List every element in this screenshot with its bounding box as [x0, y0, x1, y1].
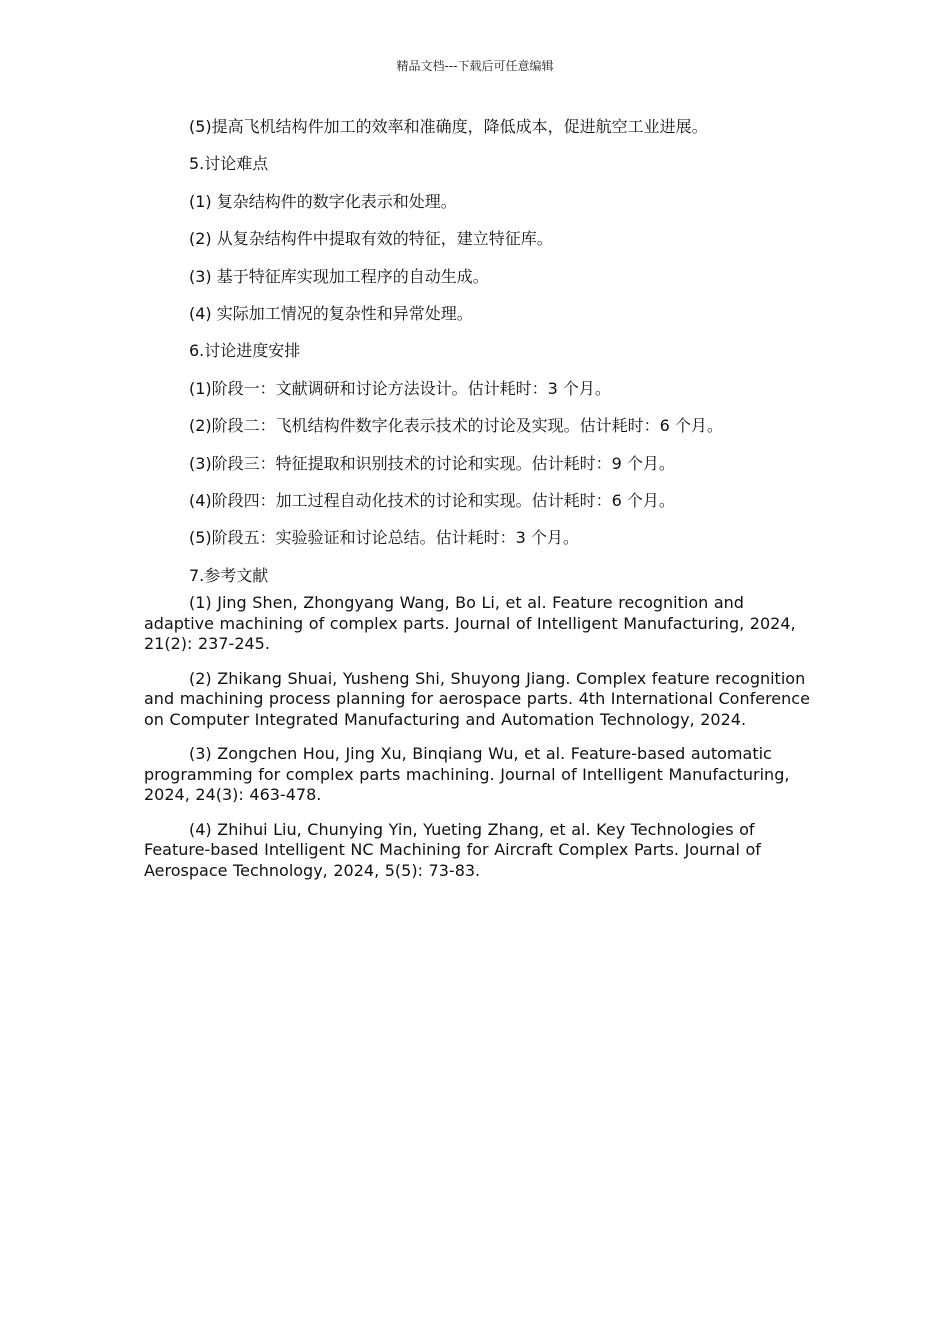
difficulty-item-3: (3) 基于特征库实现加工程序的自动生成。 — [189, 266, 489, 286]
section-heading-schedule: 6.讨论进度安排 — [189, 341, 301, 361]
reference-item-1: (1) Jing Shen, Zhongyang Wang, Bo Li, et al. Feature recognition and adaptive machining of complex parts. Journal of Intelligent Manufacturing, 2024, 21(2): 237-245. — [144, 593, 796, 654]
section-heading-difficulties: 5.讨论难点 — [189, 154, 269, 174]
difficulty-item-4: (4) 实际加工情况的复杂性和异常处理。 — [189, 303, 473, 323]
reference-item-2: (2) Zhikang Shuai, Yusheng Shi, Shuyong Jiang. Complex feature recognition and machining process planning for aerospace parts. 4th International Conference on Computer Integrated Manufacturing and Automation Technology, 2024. — [144, 668, 810, 729]
goal-item-5: (5)提高飞机结构件加工的效率和准确度，降低成本，促进航空工业进展。 — [189, 117, 708, 136]
schedule-item-1: (1)阶段一：文献调研和讨论方法设计。估计耗时：3 个月。 — [189, 378, 611, 398]
schedule-item-3: (3)阶段三：特征提取和识别技术的讨论和实现。估计耗时：9 个月。 — [189, 453, 675, 473]
difficulty-item-2: (2) 从复杂结构件中提取有效的特征，建立特征库。 — [189, 229, 553, 249]
reference-item-3: (3) Zongchen Hou, Jing Xu, Binqiang Wu, et al. Feature-based automatic programming for complex parts machining. Journal of Intelligent Manufacturing, 2024, 24(3): 463-478. — [144, 744, 790, 805]
page-header: 精品文档---下载后可任意编辑 — [396, 59, 554, 73]
schedule-item-2: (2)阶段二：飞机结构件数字化表示技术的讨论及实现。估计耗时：6 个月。 — [189, 416, 723, 436]
reference-list — [144, 593, 812, 881]
reference-item-4: (4) Zhihui Liu, Chunying Yin, Yueting Zhang, et al. Key Technologies of Feature-based Intelligent NC Machining for Aircraft Complex Parts. Journal of Aerospace Technology, 2024, 5(5): 73-83. — [144, 819, 761, 880]
difficulty-item-1: (1) 复杂结构件的数字化表示和处理。 — [189, 191, 457, 211]
schedule-item-5: (5)阶段五：实验验证和讨论总结。估计耗时：3 个月。 — [189, 528, 579, 548]
schedule-item-4: (4)阶段四：加工过程自动化技术的讨论和实现。估计耗时：6 个月。 — [189, 490, 675, 510]
section-heading-references: 7.参考文献 — [189, 565, 269, 585]
document-body — [144, 116, 812, 895]
